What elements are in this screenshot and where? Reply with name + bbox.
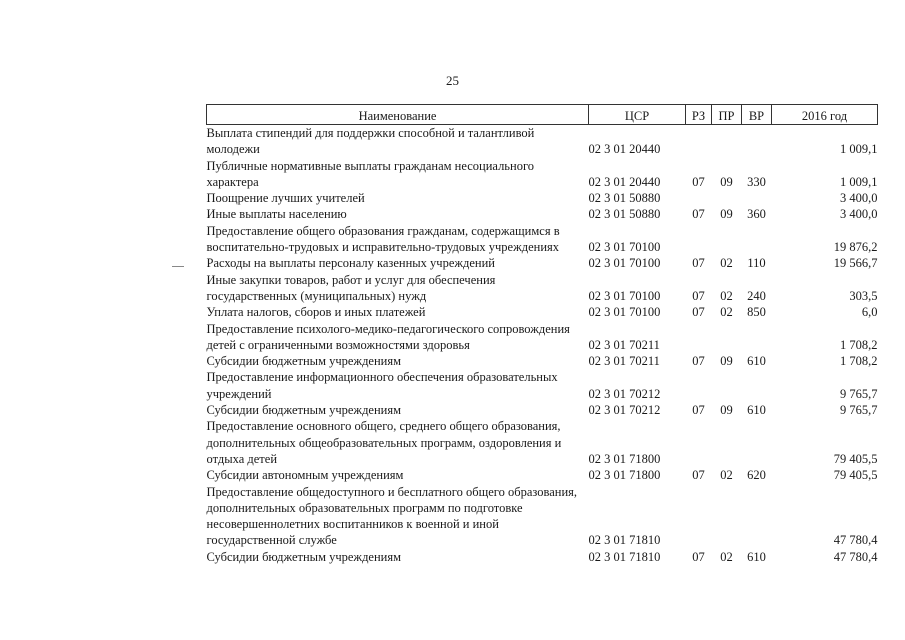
row-name: Предоставление психолого-медико-педагогического сопровождения детей с ограниченными возможностями здоровья — [206, 321, 570, 352]
row-pr: 09 — [720, 174, 733, 189]
row-pr — [712, 321, 742, 354]
row-name: Иные выплаты населению — [206, 207, 347, 222]
row-rz: 07 — [692, 305, 705, 320]
row-pr: 02 — [720, 288, 733, 303]
row-amount: 3 400,0 — [840, 191, 878, 206]
row-pr — [712, 418, 742, 467]
row-rz — [686, 369, 712, 402]
row-vr — [742, 125, 772, 158]
row-name: Предоставление общедоступного и бесплатного общего образования, дополнительных образовательных программ по подготовке несовершеннолетних воспитанников к военной и иной государственной службе — [206, 484, 578, 548]
row-csr: 02 3 01 70211 — [588, 337, 660, 352]
row-csr: 02 3 01 70211 — [588, 354, 660, 369]
row-csr: 02 3 01 70100 — [588, 305, 661, 320]
header-amount: 2016 год — [772, 105, 878, 125]
row-pr — [712, 190, 742, 206]
table-row — [207, 125, 878, 158]
row-name: Поощрение лучших учителей — [206, 191, 365, 206]
row-name: Субсидии бюджетным учреждениям — [206, 403, 402, 418]
table-row — [207, 223, 878, 256]
row-amount: 3 400,0 — [840, 207, 878, 222]
row-csr: 02 3 01 70100 — [588, 288, 661, 303]
row-rz: 07 — [692, 549, 705, 564]
row-amount: 1 708,2 — [840, 337, 878, 352]
table-row — [207, 206, 878, 222]
row-rz: 07 — [692, 256, 705, 271]
row-amount: 79 405,5 — [833, 451, 878, 466]
row-pr: 02 — [720, 305, 733, 320]
row-amount: 6,0 — [861, 305, 878, 320]
row-pr: 09 — [720, 207, 733, 222]
row-rz — [686, 484, 712, 549]
row-pr — [712, 125, 742, 158]
row-amount: 47 780,4 — [833, 533, 878, 548]
row-csr: 02 3 01 71800 — [588, 451, 661, 466]
table-row — [207, 484, 878, 549]
row-vr — [742, 369, 772, 402]
row-amount: 1 009,1 — [840, 174, 878, 189]
page-number: 25 — [446, 73, 459, 88]
row-rz: 07 — [692, 207, 705, 222]
row-name: Предоставление основного общего, среднего общего образования, дополнительных общеобразовательных программ, оздоровления и отдыха детей — [206, 419, 562, 466]
row-vr: 110 — [747, 256, 766, 271]
row-vr: 610 — [747, 403, 766, 418]
row-vr: 360 — [747, 207, 766, 222]
row-csr: 02 3 01 71810 — [588, 533, 661, 548]
table-row — [207, 549, 878, 565]
row-csr: 02 3 01 71800 — [588, 468, 661, 483]
row-vr: 610 — [747, 549, 766, 564]
row-rz: 07 — [692, 288, 705, 303]
row-rz — [686, 223, 712, 256]
row-pr — [712, 484, 742, 549]
row-amount: 9 765,7 — [840, 386, 878, 401]
row-name: Иные закупки товаров, работ и услуг для обеспечения государственных (муниципальных) нужд — [206, 272, 496, 303]
table-row — [207, 402, 878, 418]
row-pr: 02 — [720, 468, 733, 483]
row-csr: 02 3 01 20440 — [588, 142, 661, 157]
table-row — [207, 158, 878, 191]
budget-table — [206, 104, 878, 565]
header-name: Наименование — [207, 105, 589, 125]
row-name: Субсидии бюджетным учреждениям — [206, 549, 402, 564]
row-amount: 9 765,7 — [840, 403, 878, 418]
row-rz — [686, 125, 712, 158]
row-amount: 1 009,1 — [840, 142, 878, 157]
row-pr: 09 — [720, 403, 733, 418]
row-vr — [742, 484, 772, 549]
row-pr: 02 — [720, 256, 733, 271]
row-rz: 07 — [692, 403, 705, 418]
row-amount: 19 566,7 — [833, 256, 878, 271]
row-rz: 07 — [692, 468, 705, 483]
header-csr: ЦСР — [589, 105, 686, 125]
table-row — [207, 321, 878, 354]
row-vr: 330 — [747, 174, 766, 189]
row-rz — [686, 190, 712, 206]
table-row — [207, 190, 878, 206]
row-pr: 09 — [720, 354, 733, 369]
row-amount: 303,5 — [849, 288, 878, 303]
row-rz — [686, 418, 712, 467]
table-row — [207, 255, 878, 271]
row-csr: 02 3 01 70100 — [588, 256, 661, 271]
row-name: Расходы на выплаты персоналу казенных учреждений — [206, 256, 495, 271]
row-csr: 02 3 01 20440 — [588, 174, 661, 189]
row-csr: 02 3 01 70212 — [588, 386, 661, 401]
table-row — [207, 369, 878, 402]
row-amount: 79 405,5 — [833, 468, 878, 483]
table-header-row — [207, 105, 878, 125]
row-name: Субсидии бюджетным учреждениям — [206, 354, 402, 369]
row-name: Предоставление общего образования гражданам, содержащимся в воспитательно-трудовых и исправительно-трудовых учреждениях — [206, 223, 560, 255]
margin-mark — [172, 266, 184, 267]
row-vr: 850 — [747, 305, 766, 320]
table-row — [207, 272, 878, 305]
row-vr: 620 — [747, 468, 766, 483]
row-name: Уплата налогов, сборов и иных платежей — [206, 305, 426, 320]
row-vr: 240 — [747, 288, 766, 303]
row-amount: 19 876,2 — [833, 240, 878, 255]
row-pr — [712, 223, 742, 256]
table-row — [207, 353, 878, 369]
header-vr: ВР — [742, 105, 772, 125]
row-name: Выплата стипендий для поддержки способной и талантливой молодежи — [206, 126, 535, 157]
row-rz: 07 — [692, 174, 705, 189]
row-csr: 02 3 01 50880 — [588, 207, 661, 222]
row-vr — [742, 223, 772, 256]
row-csr: 02 3 01 50880 — [588, 191, 661, 206]
row-name: Публичные нормативные выплаты гражданам несоциального характера — [206, 158, 535, 189]
row-vr — [742, 418, 772, 467]
table-row — [207, 304, 878, 320]
row-name: Субсидии автономным учреждениям — [206, 468, 404, 483]
header-rz: РЗ — [686, 105, 712, 125]
row-pr — [712, 369, 742, 402]
row-vr — [742, 321, 772, 354]
table-row — [207, 467, 878, 483]
header-pr: ПР — [712, 105, 742, 125]
row-amount: 47 780,4 — [833, 549, 878, 564]
row-rz — [686, 321, 712, 354]
row-amount: 1 708,2 — [840, 354, 878, 369]
row-name: Предоставление информационного обеспечения образовательных учреждений — [206, 370, 558, 401]
row-pr: 02 — [720, 549, 733, 564]
row-csr: 02 3 01 70212 — [588, 403, 661, 418]
row-vr — [742, 190, 772, 206]
table-row — [207, 418, 878, 467]
row-csr: 02 3 01 71810 — [588, 549, 661, 564]
row-vr: 610 — [747, 354, 766, 369]
row-csr: 02 3 01 70100 — [588, 240, 661, 255]
table-body — [207, 125, 878, 566]
row-rz: 07 — [692, 354, 705, 369]
